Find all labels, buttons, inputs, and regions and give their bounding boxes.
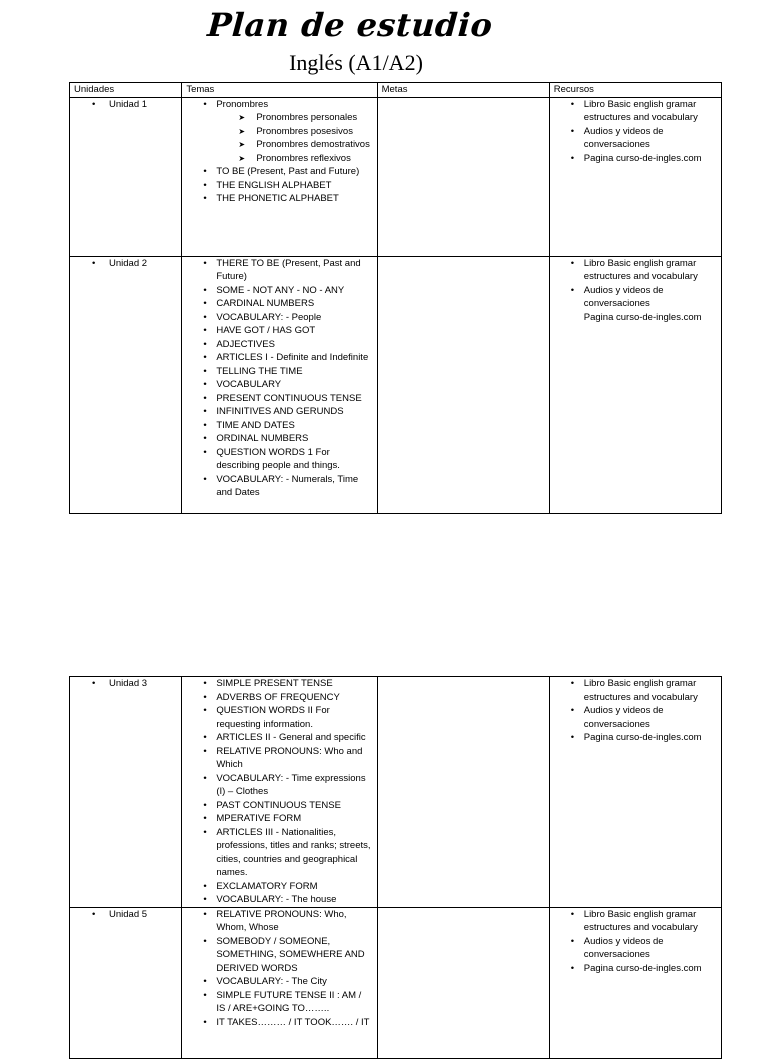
goals-cell: [377, 256, 549, 513]
resources-cell: [549, 907, 721, 1058]
topic-item: • RELATIVE PRONOUNS: Who and Which: [186, 745, 372, 772]
table-header-row: [70, 83, 722, 98]
topics-cell: [182, 97, 377, 256]
unit-label: • Unidad 3: [74, 677, 177, 691]
document-subtitle: Inglés (A1/A2): [289, 50, 423, 75]
subtopic-item: ➤ Pronombres personales: [186, 111, 372, 125]
topic-item: • PAST CONTINUOUS TENSE: [186, 799, 372, 813]
topic-item: • EXCLAMATORY FORM: [186, 880, 372, 894]
topic-item: • TIME AND DATES: [186, 419, 372, 433]
topic-item: • Pronombres: [186, 98, 372, 112]
resource-item: • Pagina curso-de-ingles.com: [554, 152, 717, 166]
topic-item: • SIMPLE PRESENT TENSE: [186, 677, 372, 691]
topic-item: • ARTICLES I - Definite and Indefinite: [186, 351, 372, 365]
resource-item: Pagina curso-de-ingles.com: [583, 311, 702, 323]
topic-item: • VOCABULARY: - The City: [186, 975, 372, 989]
topic-item: • THE ENGLISH ALPHABET: [186, 179, 372, 193]
document-title: Plan de estudio: [206, 6, 494, 44]
topic-item: • TO BE (Present, Past and Future): [186, 165, 372, 179]
topic-item: • QUESTION WORDS II For requesting information.: [186, 704, 372, 731]
topic-item: • ADVERBS OF FREQUENCY: [186, 691, 372, 705]
resource-item: • Pagina curso-de-ingles.com: [554, 962, 717, 976]
topic-item: • SOMEBODY / SOMEONE, SOMETHING, SOMEWHERE AND DERIVED WORDS: [186, 935, 372, 976]
topic-item: • SOME - NOT ANY - NO - ANY: [186, 284, 372, 298]
table-row-unidad-3: [70, 677, 722, 908]
table-row-unidad-2: [70, 256, 722, 513]
resource-item: • Audios y videos de conversaciones: [554, 284, 717, 311]
column-header-metas: Metas: [377, 83, 549, 98]
resource-item: • Libro Basic english gramar estructures and vocabulary: [554, 677, 717, 704]
resource-item: • Audios y videos de conversaciones: [554, 935, 717, 962]
topic-item: • ARTICLES II - General and specific: [186, 731, 372, 745]
topic-item: • TELLING THE TIME: [186, 365, 372, 379]
goals-cell: [377, 677, 549, 908]
topic-item: • MPERATIVE FORM: [186, 812, 372, 826]
resource-item: • Pagina curso-de-ingles.com: [554, 731, 717, 745]
topic-item: • ADJECTIVES: [186, 338, 372, 352]
column-header-unidades: Unidades: [70, 83, 182, 98]
topic-item: • VOCABULARY: [186, 378, 372, 392]
topic-item: • SIMPLE FUTURE TENSE II : AM / IS / ARE+GOING TO……..: [186, 989, 372, 1016]
unit-label: • Unidad 5: [74, 908, 177, 922]
resource-item: • Libro Basic english gramar estructures and vocabulary: [554, 98, 717, 125]
goals-cell: [377, 97, 549, 256]
topic-item: • THE PHONETIC ALPHABET: [186, 192, 372, 206]
resources-cell: [549, 256, 721, 513]
resource-item: • Audios y videos de conversaciones: [554, 125, 717, 152]
subtopic-item: ➤ Pronombres reflexivos: [186, 152, 372, 166]
topic-item: • ORDINAL NUMBERS: [186, 432, 372, 446]
unit-cell: [70, 677, 182, 908]
topics-cell: [182, 907, 377, 1058]
topic-item: • PRESENT CONTINUOUS TENSE: [186, 392, 372, 406]
column-header-recursos: Recursos: [549, 83, 721, 98]
topic-item: • VOCABULARY: - The house: [186, 893, 372, 907]
unit-cell: [70, 907, 182, 1058]
goals-cell: [377, 907, 549, 1058]
unit-cell: [70, 97, 182, 256]
topic-item: • QUESTION WORDS 1 For describing people and things.: [186, 446, 372, 473]
resources-cell: [549, 677, 721, 908]
topic-item: • VOCABULARY: - Time expressions (I) – Clothes: [186, 772, 372, 799]
topic-item: • HAVE GOT / HAS GOT: [186, 324, 372, 338]
topic-item: • ARTICLES III - Nationalities, professions, titles and ranks; streets, cities, countries and geographical names.: [186, 826, 372, 880]
study-plan-table-2: [69, 676, 722, 1059]
topic-item: • CARDINAL NUMBERS: [186, 297, 372, 311]
topic-item: • RELATIVE PRONOUNS: Who, Whom, Whose: [186, 908, 372, 935]
topic-item: • VOCABULARY: - Numerals, Time and Dates: [186, 473, 372, 500]
unit-cell: [70, 256, 182, 513]
topics-cell: [182, 256, 377, 513]
unit-label: • Unidad 2: [74, 257, 177, 271]
column-header-temas: Temas: [182, 83, 377, 98]
resource-item: • Audios y videos de conversaciones: [554, 704, 717, 731]
resource-item: • Libro Basic english gramar estructures and vocabulary: [554, 908, 717, 935]
resource-item: • Libro Basic english gramar estructures and vocabulary: [554, 257, 717, 284]
subtopic-item: ➤ Pronombres posesivos: [186, 125, 372, 139]
topic-item: • INFINITIVES AND GERUNDS: [186, 405, 372, 419]
topic-item: • THERE TO BE (Present, Past and Future): [186, 257, 372, 284]
subtopic-item: ➤ Pronombres demostrativos: [186, 138, 372, 152]
topic-item: • IT TAKES……… / IT TOOK……. / IT: [186, 1016, 372, 1030]
topic-item: • VOCABULARY: - People: [186, 311, 372, 325]
study-plan-table-1: [69, 82, 722, 514]
unit-label: • Unidad 1: [74, 98, 177, 112]
topics-cell: [182, 677, 377, 908]
table-row-unidad-5: [70, 907, 722, 1058]
table-row-unidad-1: [70, 97, 722, 256]
resources-cell: [549, 97, 721, 256]
